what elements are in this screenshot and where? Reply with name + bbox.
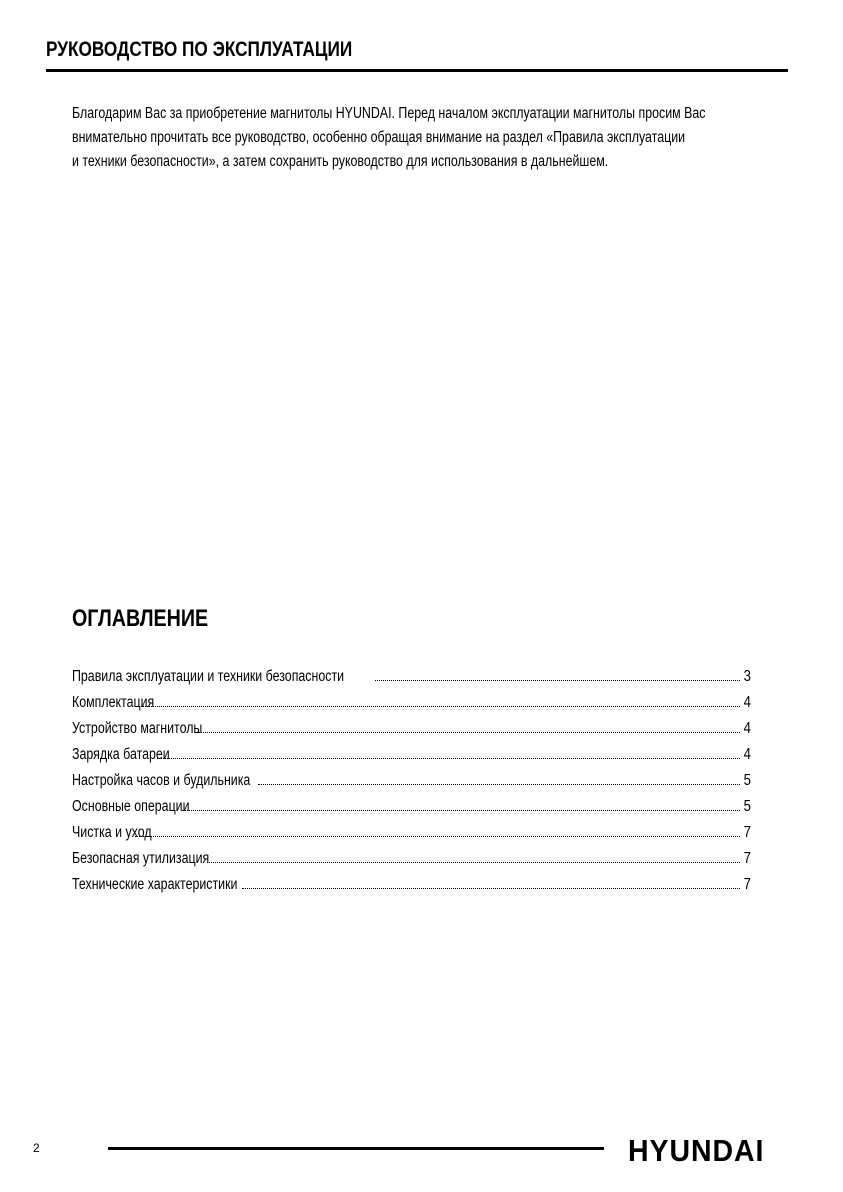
toc-leader-dots — [258, 783, 740, 785]
toc-item-disposal[interactable] — [72, 846, 752, 872]
footer-divider — [108, 1147, 604, 1150]
intro-line: внимательно прочитать все руководство, особенно обращая внимание на раздел «Правила эксплуатации — [72, 129, 686, 146]
toc-item-page: 7 — [744, 824, 752, 841]
toc-leader-dots — [135, 835, 741, 837]
toc-item-label: Технические характеристики — [72, 876, 238, 893]
toc-item-label: Комплектация — [72, 694, 155, 711]
toc-item-page: 4 — [744, 746, 752, 763]
toc-item-device[interactable] — [72, 716, 752, 742]
toc-item-label: Безопасная утилизация — [72, 850, 210, 867]
toc-item-operations[interactable] — [72, 794, 752, 820]
table-of-contents — [72, 600, 752, 898]
toc-item-cleaning[interactable] — [72, 820, 752, 846]
toc-item-label: Основные операции — [72, 798, 190, 815]
toc-item-page: 4 — [744, 694, 752, 711]
toc-item-specs[interactable] — [72, 872, 752, 898]
header-divider — [46, 69, 788, 72]
page-header — [46, 34, 788, 66]
toc-leader-dots — [138, 705, 741, 707]
toc-title: ОГЛАВЛЕНИЕ — [72, 605, 209, 632]
toc-leader-dots — [157, 757, 740, 759]
toc-item-label: Устройство магнитолы — [72, 720, 203, 737]
toc-item-page: 7 — [744, 850, 752, 867]
toc-item-label: Зарядка батареи — [72, 746, 170, 763]
toc-leader-dots — [375, 679, 740, 681]
toc-leader-dots — [182, 809, 740, 811]
page-title: РУКОВОДСТВО ПО ЭКСПЛУАТАЦИИ — [46, 38, 353, 61]
page-number: 2 — [33, 1141, 40, 1155]
toc-item-label: Чистка и уход — [72, 824, 152, 841]
intro-line: Благодарим Вас за приобретение магнитолы HYUNDAI. Перед началом эксплуатации магнитолы просим Вас — [72, 105, 706, 122]
hyundai-logo: HYUNDAI — [628, 1133, 765, 1168]
toc-list — [72, 664, 752, 898]
toc-item-safety[interactable] — [72, 664, 752, 690]
toc-leader-dots — [207, 861, 741, 863]
toc-leader-dots — [242, 887, 741, 889]
toc-item-page: 7 — [744, 876, 752, 893]
toc-item-package[interactable] — [72, 690, 752, 716]
toc-item-page: 5 — [744, 798, 752, 815]
toc-item-page: 3 — [744, 668, 752, 685]
page-footer — [0, 1130, 843, 1170]
intro-line: и техники безопасности», а затем сохранить руководство для использования в дальнейшем. — [72, 153, 609, 170]
toc-item-label: Правила эксплуатации и техники безопасности — [72, 668, 345, 685]
toc-item-page: 5 — [744, 772, 752, 789]
toc-leader-dots — [198, 731, 740, 733]
toc-item-battery[interactable] — [72, 742, 752, 768]
toc-item-label: Настройка часов и будильника — [72, 772, 251, 789]
toc-item-clock[interactable] — [72, 768, 752, 794]
toc-item-page: 4 — [744, 720, 752, 737]
intro-paragraph — [72, 102, 792, 174]
